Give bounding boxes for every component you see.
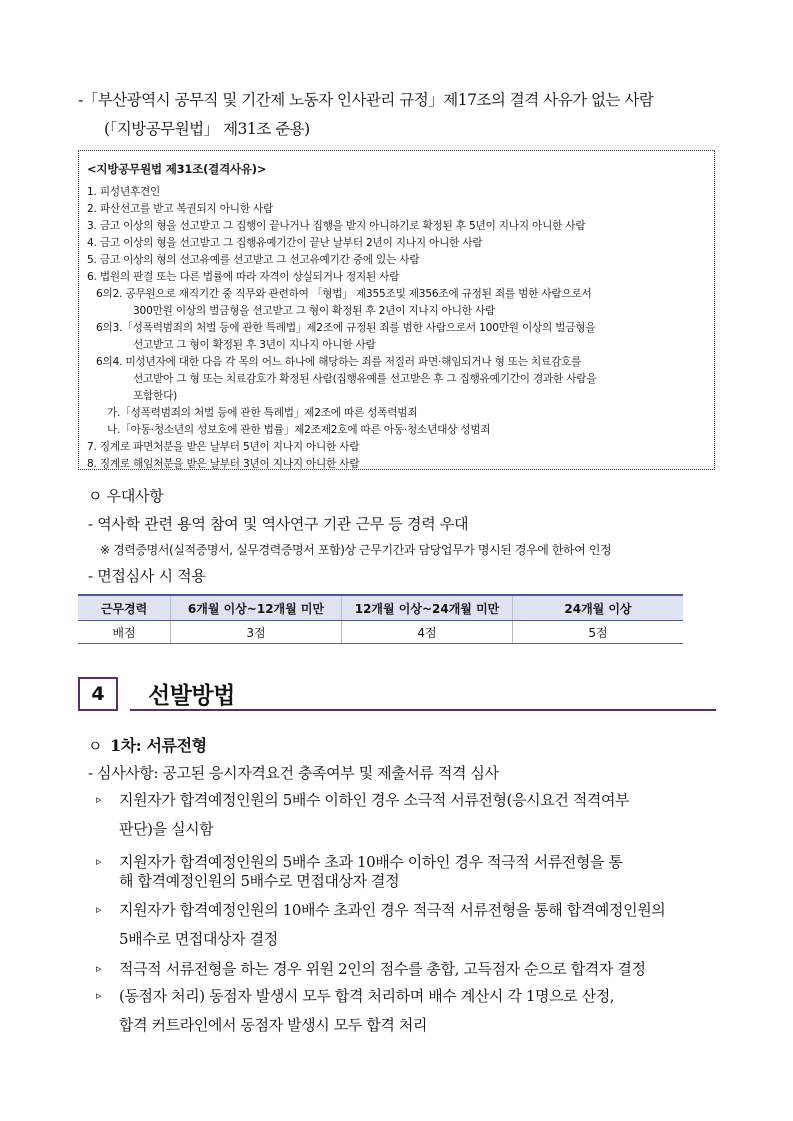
box-line: 포함한다): [133, 390, 178, 402]
box-line: 4. 금고 이상의 형을 선고받고 그 집행유예기간이 끝난 날부터 2년이 지나지 아니한 사람: [87, 237, 483, 249]
box-title: <지방공무원법 제31조(결격사유)>: [87, 162, 267, 176]
table-header-cell: 6개월 이상~12개월 미만: [171, 595, 342, 621]
review-criteria: - 심사사항: 공고된 응시자격요건 충족여부 및 제출서류 적격 심사: [88, 764, 499, 782]
selection-item-line: 지원자가 합격예정인원의 5배수 이하인 경우 소극적 서류전형(응시요건 적격여부: [119, 791, 630, 809]
triangle-bullet-icon: ▹: [96, 903, 102, 916]
selection-item-line: 합격 커트라인에서 동점자 발생시 모두 합격 처리: [119, 1016, 428, 1034]
box-line: 가.「성폭력범죄의 처벌 등에 관한 특례법」제2조에 따른 성폭력범죄: [107, 407, 418, 419]
article-31-box: [78, 150, 715, 470]
box-line: 6의2. 공무원으로 재직기간 중 직무와 관련하여 「형법」 제355조및 제356조에 규정된 죄를 범한 사람으로서: [96, 288, 592, 300]
table-cell: 5점: [513, 621, 684, 644]
triangle-bullet-icon: ▹: [96, 793, 102, 806]
table-header-cell: 근무경력: [78, 595, 171, 621]
box-line: 8. 징계로 해임처분을 받은 날부터 3년이 지나지 아니한 사람: [87, 458, 360, 470]
selection-item-line: 적극적 서류전형을 하는 경우 위원 2인의 점수를 총합, 고득점자 순으로 합격자 결정: [119, 960, 646, 978]
preference-note: ※ 경력증명서(실적증명서, 실무경력증명서 포함)상 근무기간과 담당업무가 명시된 경우에 한하여 인정: [100, 543, 612, 557]
selection-item-line: 해 합격예정인원의 5배수로 면접대상자 결정: [119, 872, 400, 890]
selection-item-line: 판단)을 실시함: [119, 820, 214, 838]
preference-item-2: - 면접심사 시 적용: [88, 567, 206, 585]
table-cell: 3점: [171, 621, 342, 644]
qualification-line-1: -「부산광역시 공무직 및 기간제 노동자 인사관리 규정」제17조의 결격 사유가 없는 사람: [78, 91, 654, 109]
box-line: 300만원 이상의 벌금형을 선고받고 그 형이 확정된 후 2년이 지나지 아니한 사람: [133, 305, 496, 317]
table-cell: 배점: [78, 621, 171, 644]
selection-item-line: 지원자가 합격예정인원의 10배수 초과인 경우 적극적 서류전형을 통해 합격예정인원의: [119, 901, 666, 919]
table-row: [78, 621, 683, 644]
section-number: 4: [78, 677, 118, 711]
section-underline: [130, 709, 716, 711]
box-line: 5. 금고 이상의 형의 선고유예를 선고받고 그 선고유예기간 중에 있는 사람: [87, 254, 420, 266]
box-line: 6의3.「성폭력범죄의 처벌 등에 관한 특례법」제2조에 규정된 죄를 범한 사람으로서 100만원 이상의 벌금형을: [96, 322, 596, 334]
box-line: 3. 금고 이상의 형을 선고받고 그 집행이 끝나거나 집행을 받지 아니하기로 확정된 후 5년이 지나지 아니한 사람: [87, 220, 586, 232]
box-line: 6의4. 미성년자에 대한 다음 각 목의 어느 하나에 해당하는 죄를 저질러 파면·해임되거나 형 또는 치료감호를: [96, 356, 582, 368]
preference-item-1: - 역사학 관련 용역 참여 및 역사연구 기관 근무 등 경력 우대: [88, 515, 469, 533]
triangle-bullet-icon: ▹: [96, 855, 102, 868]
preference-heading: ㅇ 우대사항: [88, 487, 164, 505]
box-line: 2. 파산선고를 받고 복권되지 아니한 사람: [87, 203, 274, 215]
selection-heading-bullet: ㅇ: [88, 737, 103, 755]
triangle-bullet-icon: ▹: [96, 989, 102, 1002]
qualification-line-2: (「지방공무원법」 제31조 준용): [104, 120, 310, 138]
table-header-row: [78, 595, 683, 621]
box-line: 선고받고 그 형이 확정된 후 3년이 지나지 아니한 사람: [133, 339, 376, 351]
selection-item-line: 지원자가 합격예정인원의 5배수 초과 10배수 이하인 경우 적극적 서류전형을 통: [119, 853, 623, 871]
box-line: 나.「아동·청소년의 성보호에 관한 법률」제2조제2호에 따른 아동·청소년대상 성범죄: [107, 424, 491, 436]
box-line: 선고받아 그 형 또는 치료감호가 확정된 사람(집행유예를 선고받은 후 그 집행유예기간이 경과한 사람을: [133, 373, 597, 385]
career-score-table: [78, 594, 683, 644]
section-title: 선발방법: [148, 683, 235, 709]
table-cell: 4점: [342, 621, 513, 644]
selection-item-line: 5배수로 면접대상자 결정: [119, 930, 278, 948]
selection-heading: 1차: 서류전형: [110, 736, 207, 755]
triangle-bullet-icon: ▹: [96, 962, 102, 975]
box-line: 6. 법원의 판결 또는 다른 법률에 따라 자격이 상실되거나 정지된 사람: [87, 271, 400, 283]
table-header-cell: 12개월 이상~24개월 미만: [342, 595, 513, 621]
box-line: 7. 징계로 파면처분을 받은 날부터 5년이 지나지 아니한 사람: [87, 441, 360, 453]
selection-item-line: (동점자 처리) 동점자 발생시 모두 합격 처리하며 배수 계산시 각 1명으로 산정,: [119, 987, 615, 1005]
table-header-cell: 24개월 이상: [513, 595, 684, 621]
box-line: 1. 피성년후견인: [87, 186, 161, 198]
